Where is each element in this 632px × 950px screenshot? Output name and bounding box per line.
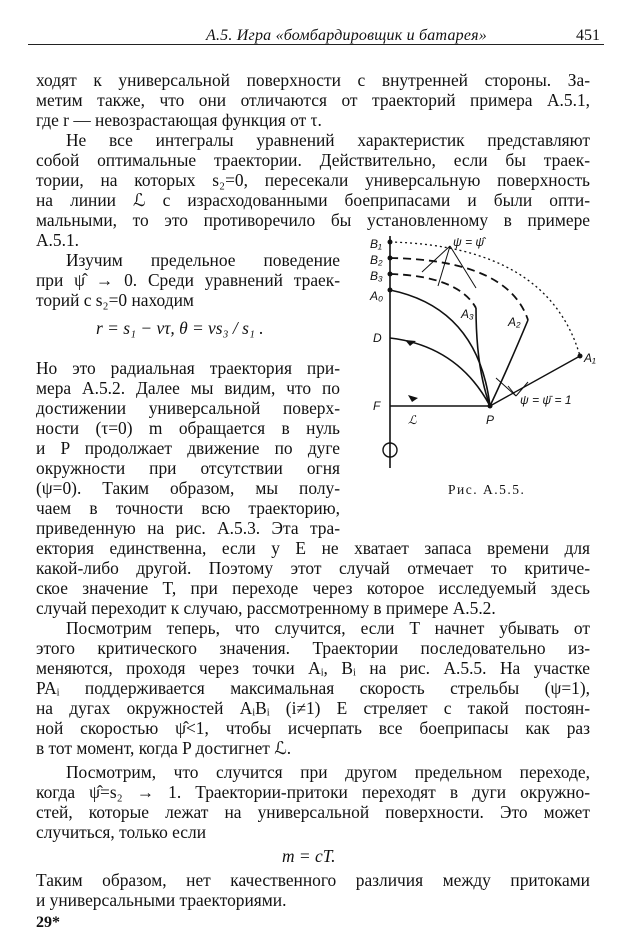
label-p: P	[486, 413, 495, 427]
text-line: Посмотрим теперь, что случится, если T начнет убывать от	[66, 618, 590, 638]
label-f: F	[373, 399, 381, 413]
label-l: ℒ	[408, 413, 417, 427]
text-line: чаем в точности всю траекторию,	[36, 498, 340, 518]
text-line: ходят к универсальной поверхности с внутренней стороны. За-	[36, 70, 590, 90]
text-line: торий с s₂=0 находим	[36, 290, 194, 310]
label-b3: B₃	[370, 269, 383, 283]
text-line: А.5.1.	[36, 230, 79, 250]
point-b1	[388, 240, 393, 245]
running-header	[28, 14, 604, 45]
text-line: случиться, только если	[36, 822, 206, 842]
text-line: PAᵢ поддерживается максимальная скорость стрельбы (ψ=1),	[36, 678, 590, 698]
label-a1: A₁	[584, 351, 596, 365]
arc-d-p	[390, 338, 490, 406]
formula-radial-trajectory: r = s₁ − vτ, θ = vs₃ / s₁ .	[96, 318, 264, 338]
text-line: Но это радиальная траектория при-	[36, 358, 340, 378]
point-a0	[388, 288, 393, 293]
text-line: мальными, то это противоречило бы установленному в примере	[36, 210, 590, 230]
text-line: стей, которые лежат на универсальной поверхности. Это может	[36, 802, 590, 822]
text-line: в тот момент, когда P достигнет ℒ.	[36, 738, 292, 758]
text-line: достижении универсальной поверх-	[36, 398, 340, 418]
figure-caption: Рис. А.5.5.	[448, 482, 526, 497]
text-line: Изучим предельное поведение	[66, 250, 340, 270]
text-line: где r — невозрастающая функция от τ.	[36, 110, 322, 130]
text-line: (ψ=0). Таким образом, мы полу-	[36, 478, 340, 498]
label-b1: B₁	[370, 237, 382, 251]
text-line: Не все интегралы уравнений характеристик представляют	[66, 130, 590, 150]
text-line: и P продолжает движение по дуге	[36, 438, 340, 458]
label-a0: A₀	[370, 289, 384, 303]
arrow-head	[408, 395, 418, 402]
text-line: случай переходит к случаю, рассмотренному в примере А.5.2.	[36, 598, 496, 618]
formula-universal-condition: m = cT.	[282, 846, 336, 866]
text-line: тории, на которых s₂=0, пересекали универсальную поверхность	[36, 170, 590, 190]
text-line: Таким образом, нет качественного различия между притоками	[36, 870, 590, 890]
running-title: А.5. Игра «бомбардировщик и батарея»	[206, 27, 487, 44]
text-line: приведенную на рис. А.5.3. Эта тра-	[36, 518, 340, 538]
label-a2: A₂	[508, 315, 521, 329]
text-line: собой оптимальные траектории. Действительно, если бы траек-	[36, 150, 590, 170]
label-psi-hat: ψ = ψ̂	[453, 235, 485, 249]
text-line: ной скоростью ψ̂<1, чтобы исчерпать все боеприпасы как раз	[36, 718, 590, 738]
label-b2: B₂	[370, 253, 383, 267]
point-b2	[388, 256, 393, 261]
label-psi-one: ψ = ψ̄ = 1	[520, 393, 572, 407]
text-line: мера А.5.2. Далее мы видим, что по	[36, 378, 340, 398]
text-line: ское значение T, при переходе через которое исследуемый здесь	[36, 578, 590, 598]
text-line: окружности при отсутствии огня	[36, 458, 340, 478]
text-line: метим также, что они отличаются от траекторий примера А.5.1,	[36, 90, 590, 110]
leader-psi-hat	[450, 246, 476, 288]
text-line: ности (τ=0) m обращается в нуль	[36, 418, 340, 438]
label-d-axis: D	[373, 331, 382, 345]
text-line: при ψ̂ → 0. Среди уравнений траек-	[36, 270, 340, 290]
point-a1	[578, 354, 583, 359]
text-line: Посмотрим, что случится при другом предельном переходе,	[66, 762, 590, 782]
point-b3	[388, 272, 393, 277]
text-line: этого критического значения. Траектории последовательно из-	[36, 638, 590, 658]
label-a3: A₃	[461, 307, 474, 321]
text-line: на дугах окружностей AᵢBᵢ (i≠1) E стреляет с такой постоян-	[36, 698, 590, 718]
text-line: какой-либо другой. Поэтому этот случай отмечает то критиче-	[36, 558, 590, 578]
text-line: когда ψ̂=s₂ → 1. Траектории-притоки переходят в дуги окружно-	[36, 782, 590, 802]
text-line: на линии ℒ с израсходованными боеприпасами и были опти-	[36, 190, 590, 210]
text-line: меняются, проходя через точки Aᵢ, Bᵢ на рис. А.5.5. На участке	[36, 658, 590, 678]
figure-a55	[358, 228, 608, 478]
page-number: 451	[576, 27, 600, 44]
point-p	[488, 404, 493, 409]
signature-mark: 29*	[36, 914, 60, 931]
text-line: ектория единственна, если у E не хватает запаса времени для	[36, 538, 590, 558]
arc-b3-a3	[390, 274, 476, 308]
text-line: и универсальными траекториями.	[36, 890, 287, 910]
